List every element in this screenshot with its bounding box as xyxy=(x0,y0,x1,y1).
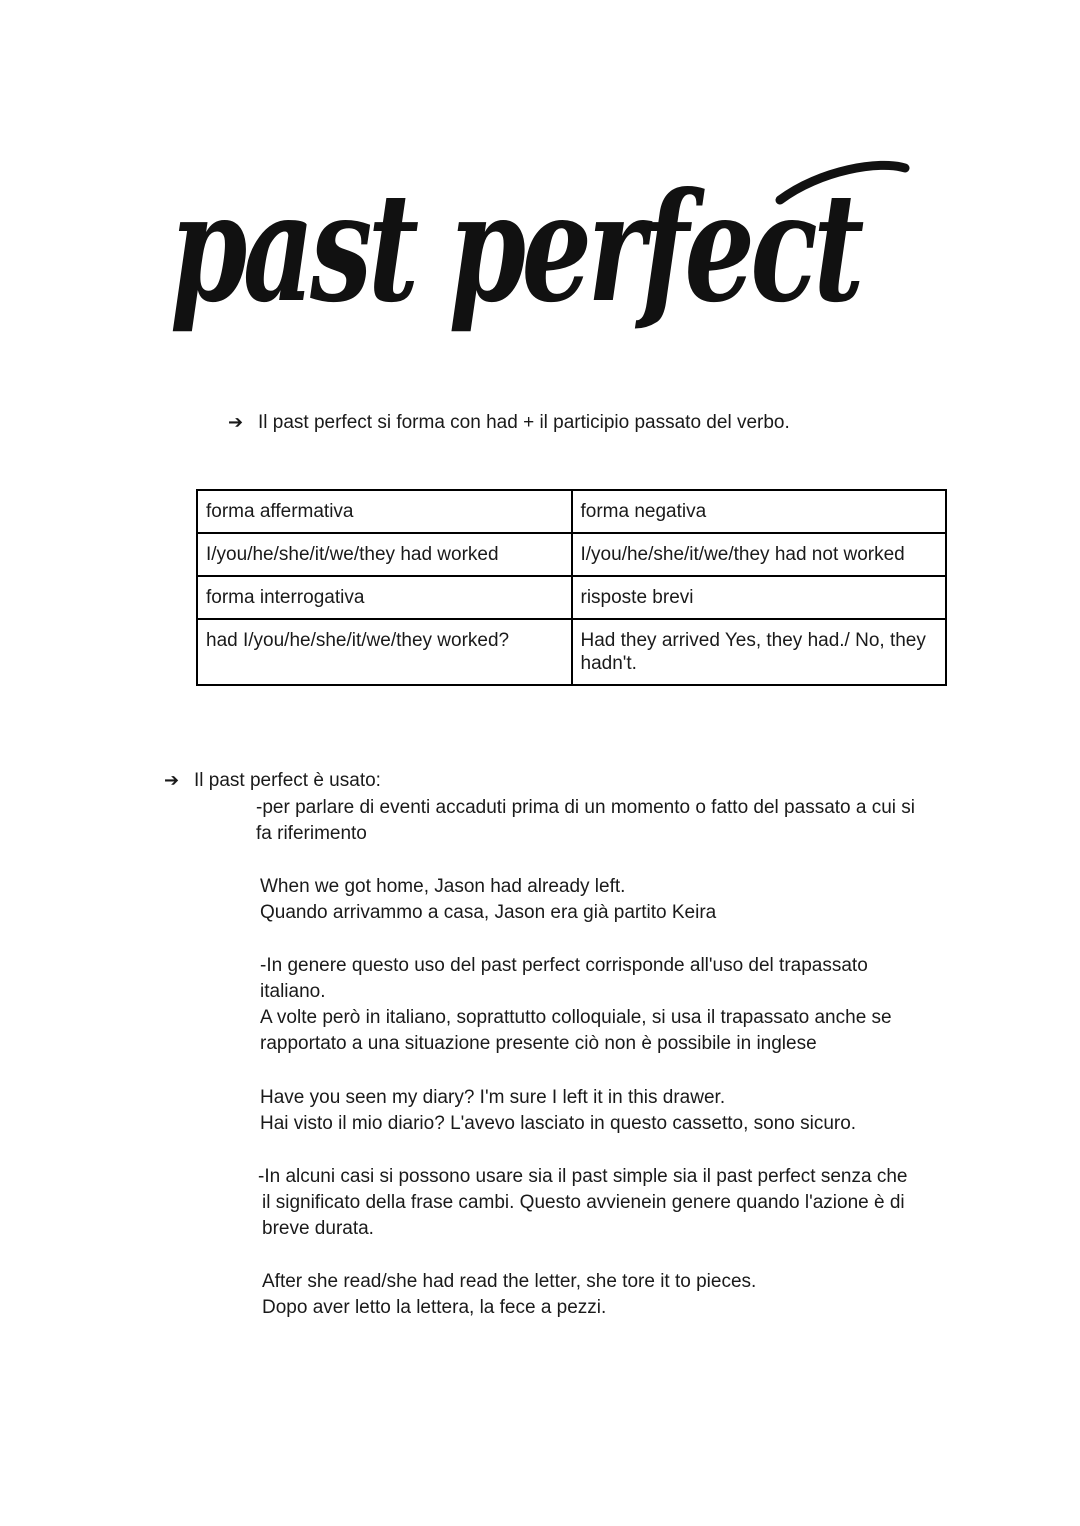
table-cell: I/you/he/she/it/we/they had worked xyxy=(197,533,572,576)
text-line: -In alcuni casi si possono usare sia il past simple sia il past perfect senza che xyxy=(258,1166,908,1187)
table-row xyxy=(197,576,946,619)
example-2 xyxy=(260,1085,856,1137)
example-3 xyxy=(262,1269,756,1321)
usage-heading: Il past perfect è usato: xyxy=(194,770,381,791)
text-line: A volte però in italiano, soprattutto colloquiale, si usa il trapassato anche se xyxy=(260,1007,892,1028)
text-line: -In genere questo uso del past perfect corrisponde all'uso del trapassato xyxy=(260,955,868,976)
intro-text: Il past perfect si forma con had + il participio passato del verbo. xyxy=(258,412,790,433)
text-line: il significato della frase cambi. Questo avvienein genere quando l'azione è di xyxy=(262,1192,905,1213)
table-cell: Had they arrived Yes, they had./ No, they hadn't. xyxy=(572,619,947,685)
table-cell: had I/you/he/she/it/we/they worked? xyxy=(197,619,572,685)
page-title xyxy=(160,140,920,370)
example-english: After she read/she had read the letter, she tore it to pieces. xyxy=(262,1271,757,1292)
table-row xyxy=(197,619,946,685)
table-cell: forma negativa xyxy=(572,490,947,533)
arrow-icon: ➔ xyxy=(164,770,180,791)
text-line: fa riferimento xyxy=(256,823,367,844)
example-english: Have you seen my diary? I'm sure I left it in this drawer. xyxy=(260,1087,726,1108)
table-cell: risposte brevi xyxy=(572,576,947,619)
text-line: -per parlare di eventi accaduti prima di un momento o fatto del passato a cui si xyxy=(256,797,916,818)
usage-heading-line xyxy=(164,768,381,794)
example-italian: Hai visto il mio diario? L'avevo lasciato in questo cassetto, sono sicuro. xyxy=(260,1113,857,1134)
table-row xyxy=(197,533,946,576)
table-row xyxy=(197,490,946,533)
table-cell: forma interrogativa xyxy=(197,576,572,619)
table-cell: I/you/he/she/it/we/they had not worked xyxy=(572,533,947,576)
example-italian: Dopo aver letto la lettera, la fece a pezzi. xyxy=(262,1297,607,1318)
page-title-text: past perfect xyxy=(170,160,864,336)
text-line: breve durata. xyxy=(262,1218,374,1239)
usage-point-2 xyxy=(260,953,892,1057)
text-line: rapportato a una situazione presente ciò non è possibile in inglese xyxy=(260,1033,817,1054)
example-english: When we got home, Jason had already left. xyxy=(260,876,626,897)
intro-line xyxy=(228,410,790,436)
usage-point-1 xyxy=(256,795,915,847)
usage-point-3 xyxy=(258,1164,907,1242)
conjugation-table xyxy=(196,489,947,686)
example-1 xyxy=(260,874,716,926)
table-cell: forma affermativa xyxy=(197,490,572,533)
arrow-icon: ➔ xyxy=(228,412,244,433)
text-line: italiano. xyxy=(260,981,326,1002)
example-italian: Quando arrivammo a casa, Jason era già partito Keira xyxy=(260,902,717,923)
